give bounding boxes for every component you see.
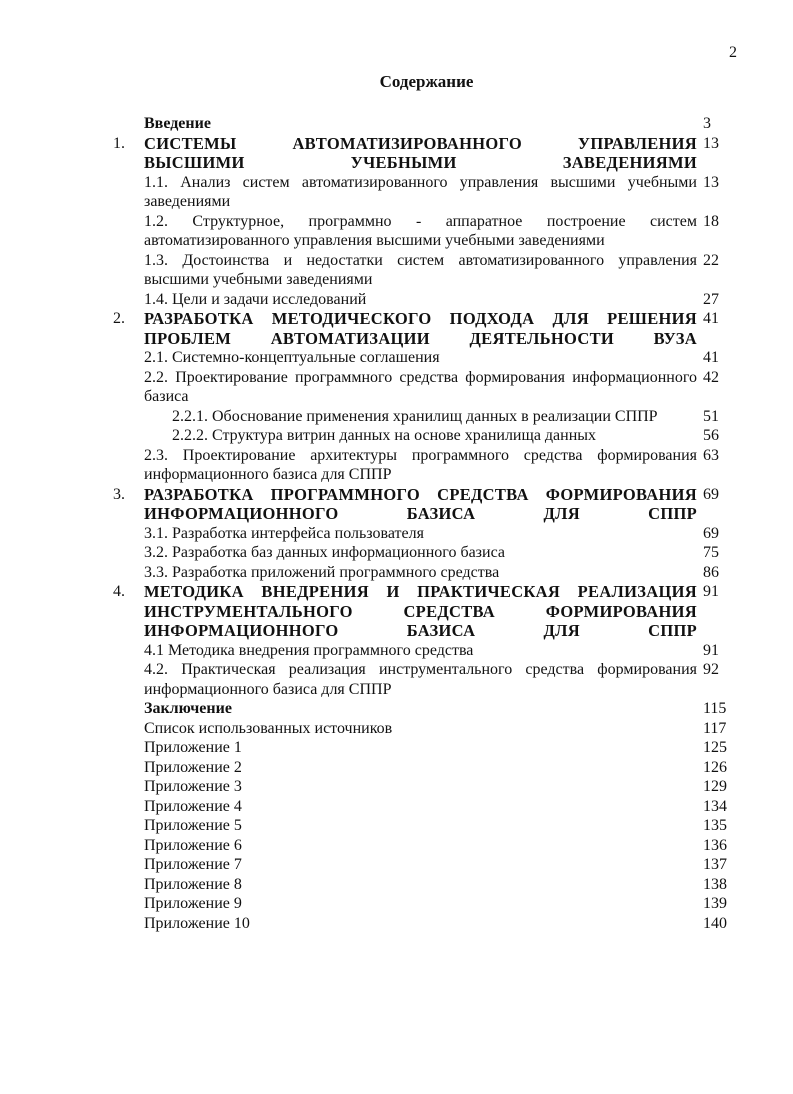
toc-entry-page: 136 [703, 836, 727, 854]
toc-entry-title: 2.3. Проектирование архитектуры программного средства формирования информационного базиса для СППР [144, 446, 697, 483]
toc-chapter [113, 582, 743, 641]
toc-entry [113, 114, 743, 134]
toc-entry-title: Приложение 6 [144, 836, 242, 854]
toc-entry-number: 4. [113, 583, 125, 600]
toc-entry-title: 2.2.1. Обоснование применения хранилищ данных в реализации СППР [172, 407, 658, 425]
toc-entry-page: 92 [703, 661, 719, 678]
toc-entry [113, 875, 743, 895]
toc-entry [113, 212, 743, 251]
toc-entry [113, 426, 743, 446]
toc-entry-page: 115 [703, 700, 727, 717]
toc-entry [113, 524, 743, 544]
toc-entry-title: Приложение 4 [144, 797, 242, 815]
toc-entry-page: 117 [703, 719, 727, 737]
toc-entry [113, 660, 743, 699]
toc-entry-title: Приложение 9 [144, 895, 242, 912]
toc-entry-page: 27 [703, 290, 719, 308]
toc-entry [113, 368, 743, 407]
toc-entry [113, 777, 743, 797]
toc-entry-title: 1.2. Структурное, программно - аппаратное построение систем автоматизированного управления высшими учебными заведениями [144, 212, 697, 249]
page-number: 2 [729, 44, 737, 61]
toc-entry-page: 69 [703, 524, 719, 542]
toc-entry-title: Приложение 7 [144, 856, 242, 873]
toc-entry-page: 13 [703, 134, 719, 152]
toc-chapter [113, 309, 743, 348]
toc-entry-title: 2.2.2. Структура витрин данных на основе хранилища данных [172, 427, 597, 444]
toc-entry [113, 699, 743, 719]
toc-entry-title: Список использованных источников [144, 719, 393, 737]
toc-entry-title: 1.4. Цели и задачи исследований [144, 290, 367, 308]
toc-entry [113, 816, 743, 836]
toc-entry-page: 69 [703, 485, 719, 503]
toc-entry-title: СИСТЕМЫ АВТОМАТИЗИРОВАННОГО УПРАВЛЕНИЯ ВЫСШИМИ УЧЕБНЫМИ ЗАВЕДЕНИЯМИ [144, 133, 697, 172]
toc-entry [113, 290, 743, 310]
toc-entry-page: 140 [703, 914, 727, 932]
toc-entry-title: 2.2. Проектирование программного средства формирования информационного базиса [144, 368, 697, 405]
toc-entry-page: 91 [703, 583, 719, 600]
toc-entry [113, 446, 743, 485]
toc-entry-page: 56 [703, 427, 719, 444]
toc-entry-page: 129 [703, 778, 727, 795]
toc-entry-page: 137 [703, 856, 727, 873]
page-title: Содержание [379, 72, 474, 91]
toc-entry-title: Приложение 10 [144, 914, 250, 932]
toc-entry-title: Приложение 2 [144, 758, 242, 776]
toc-entry-page: 63 [703, 446, 719, 464]
toc-chapter [113, 485, 743, 524]
toc-entry-page: 13 [703, 173, 719, 191]
toc-entry-title: МЕТОДИКА ВНЕДРЕНИЯ И ПРАКТИЧЕСКАЯ РЕАЛИЗАЦИЯ ИНСТРУМЕНТАЛЬНОГО СРЕДСТВА ФОРМИРОВАНИЯ ИНФОРМАЦИОННОГО БАЗИСА ДЛЯ СППР [144, 582, 697, 640]
toc-entry [113, 894, 743, 914]
table-of-contents [113, 114, 743, 933]
toc-entry [113, 641, 743, 661]
toc-entry-title: 3.1. Разработка интерфейса пользователя [144, 524, 424, 542]
toc-entry-page: 91 [703, 641, 719, 659]
toc-entry-title: 2.1. Системно-концептуальные соглашения [144, 349, 440, 366]
toc-entry-title: РАЗРАБОТКА ПРОГРАММНОГО СРЕДСТВА ФОРМИРОВАНИЯ ИНФОРМАЦИОННОГО БАЗИСА ДЛЯ СППР [144, 484, 697, 523]
toc-entry [113, 719, 743, 739]
toc-entry-title: Приложение 3 [144, 778, 242, 795]
toc-entry-number: 1. [113, 134, 125, 152]
toc-entry-title: Приложение 5 [144, 817, 242, 834]
toc-entry-page: 51 [703, 407, 719, 425]
toc-entry-page: 75 [703, 544, 719, 561]
toc-entry [113, 543, 743, 563]
toc-entry-title: 1.1. Анализ систем автоматизированного управления высшими учебными заведениями [144, 173, 697, 210]
toc-entry-page: 18 [703, 212, 719, 230]
toc-entry-page: 138 [703, 875, 727, 893]
toc-entry [113, 914, 743, 934]
toc-entry-number: 3. [113, 485, 125, 503]
toc-entry [113, 348, 743, 368]
toc-entry-page: 126 [703, 758, 727, 776]
toc-entry [113, 836, 743, 856]
toc-entry-page: 41 [703, 310, 719, 327]
toc-entry-page: 125 [703, 739, 727, 756]
toc-entry-title: Заключение [144, 700, 232, 717]
toc-entry-page: 22 [703, 251, 719, 269]
toc-entry-number: 2. [113, 310, 125, 327]
toc-entry-title: Введение [144, 115, 211, 132]
toc-entry [113, 738, 743, 758]
toc-entry-title: РАЗРАБОТКА МЕТОДИЧЕСКОГО ПОДХОДА ДЛЯ РЕШЕНИЯ ПРОБЛЕМ АВТОМАТИЗАЦИИ ДЕЯТЕЛЬНОСТИ ВУЗА [144, 309, 697, 348]
toc-entry-title: 4.1 Методика внедрения программного средства [144, 641, 474, 659]
toc-entry-title: 3.2. Разработка баз данных информационного базиса [144, 544, 505, 561]
toc-entry-title: 3.3. Разработка приложений программного средства [144, 563, 500, 581]
toc-entry [113, 855, 743, 875]
toc-entry-page: 3 [703, 115, 711, 132]
toc-entry-page: 139 [703, 895, 727, 912]
toc-entry-page: 134 [703, 797, 727, 815]
toc-entry-title: 4.2. Практическая реализация инструментального средства формирования информационного базиса для СППР [144, 661, 697, 698]
toc-entry-page: 135 [703, 817, 727, 834]
toc-entry-page: 41 [703, 349, 719, 366]
toc-entry [113, 407, 743, 427]
toc-entry-title: 1.3. Достоинства и недостатки систем автоматизированного управления высшими учебными заведениями [144, 251, 697, 288]
toc-entry-page: 86 [703, 563, 719, 581]
toc-entry [113, 797, 743, 817]
toc-entry-title: Приложение 1 [144, 739, 242, 756]
toc-entry [113, 251, 743, 290]
toc-entry [113, 563, 743, 583]
toc-entry [113, 173, 743, 212]
toc-entry-page: 42 [703, 368, 719, 386]
toc-entry-title: Приложение 8 [144, 875, 242, 893]
toc-entry [113, 758, 743, 778]
toc-chapter [113, 134, 743, 173]
